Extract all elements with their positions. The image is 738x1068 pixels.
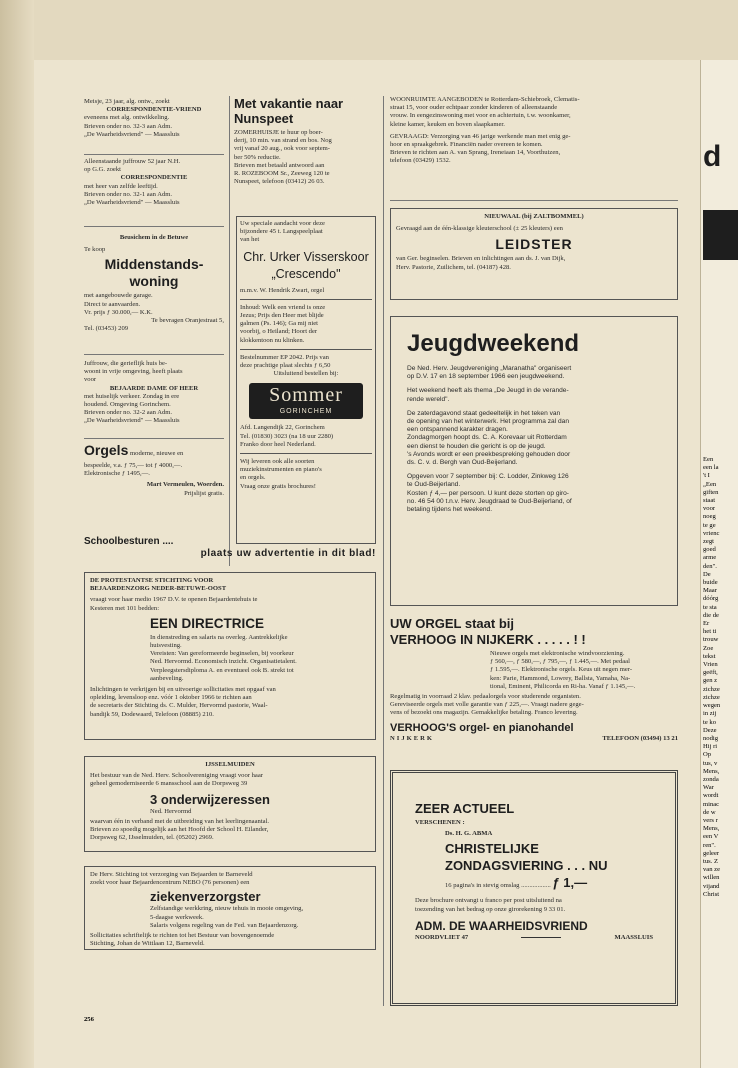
column-rule-1 <box>229 96 230 566</box>
ad-line: Het bestuur van de Ned. Herv. Schoolvereniging vraagt voor haar <box>90 772 263 780</box>
next-page-line: wordt <box>703 792 719 800</box>
ad-line: Te koop <box>84 246 106 254</box>
next-page-line: tus. Z <box>703 857 719 865</box>
ad-author: Ds. H. G. ABMA <box>445 830 493 838</box>
next-page-line: tus, v <box>703 759 718 767</box>
ad-line: met heer van zelfde leeftijd. <box>84 182 158 190</box>
next-page-line: „Een <box>703 480 717 488</box>
ad-title: LEIDSTER <box>495 236 573 253</box>
ad-line: Afd. Langendijk 22, Gorinchem <box>240 424 325 432</box>
next-page-line: ren". <box>703 841 716 849</box>
ad-line: Opgeven voor 7 september bij: C. Lodder, Zinkweg 126 <box>407 473 569 481</box>
ad-line: voor <box>84 376 97 384</box>
ad-line: ƒ 560,—, ƒ 580,—, ƒ 795,—, ƒ 1.445,—. Met pedaal <box>490 658 630 666</box>
next-page-line: trouw <box>703 636 719 644</box>
next-page-line: tekst <box>703 652 716 660</box>
ad-verhoog-orgel <box>390 616 678 752</box>
ad-line: moderne, nieuwe en <box>130 450 184 457</box>
next-page-line: het ti <box>703 628 717 636</box>
ad-title: 3 onderwijzeressen <box>150 791 270 807</box>
next-page-line: zonda <box>703 775 719 783</box>
next-page-line: staat <box>703 497 716 505</box>
ad-line: muziekinstrumenten en piano's <box>240 466 322 474</box>
ad-line: voorbij, o Heiland; Hoort der <box>240 328 318 336</box>
ad-line: van Ger. beginselen. Brieven en inlichtingen aan ds. J. van Dijk, <box>396 255 566 263</box>
next-page-line: Er <box>703 620 710 628</box>
next-page-line: dóórg <box>703 595 719 603</box>
ad-line: 16 pagina's in stevig omslag .................. <box>445 882 551 890</box>
ad-line: Bestelnummer EP 2042. Prijs van <box>240 353 329 361</box>
ad-line: rende wereld". <box>407 395 450 403</box>
next-page-line: die de <box>703 611 719 619</box>
ad-title: EEN DIRECTRICE <box>150 615 265 631</box>
ad-line: derij, 10 min. van strand en bos. Nog <box>234 137 332 145</box>
ad-name: Mart Vermeulen, Woerden. <box>146 481 224 489</box>
ad-line: Brieven zo spoedig mogelijk aan het Hoofd der School H. Eilander, <box>90 826 269 834</box>
separator <box>240 453 372 454</box>
ad-line: m.m.v. W. Hendrik Zwart, orgel <box>240 286 325 294</box>
ad-middenstandswoning <box>84 232 224 350</box>
ad-zeer-actueel <box>390 770 678 1006</box>
ad-line: te Oud-Beijerland. <box>407 481 461 489</box>
ad-line: Meisje, 23 jaar, alg. ontw., zoekt <box>84 98 170 105</box>
logo-city: GORINCHEM <box>279 408 333 416</box>
ad-location: Beusichem in de Betuwe <box>119 234 189 241</box>
next-page-line: vers r <box>703 816 718 824</box>
ad-line: een dienst te houden die gericht is op de jeugd. <box>407 442 546 450</box>
ad-line: De Ned. Herv. Jeugdvereniging „Maranatha" organiseert <box>407 365 572 372</box>
ad-title: Chr. Urker Visserskoor „Crescendo" <box>243 249 369 281</box>
ad-line: Prijslijst gratis. <box>184 489 224 497</box>
ad-heading: CORRESPONDENTIE-VRIEND <box>106 106 202 114</box>
ad-line: eveneens met alg. ontwikkeling. <box>84 114 170 122</box>
separator <box>84 154 224 155</box>
ad-line: Brieven onder no. 32-2 aan Adm. <box>84 409 173 417</box>
ad-town: MAASSLUIS <box>614 933 653 941</box>
ad-line: ds. C. v. d. Bergh van Oud-Beijerland. <box>407 459 518 467</box>
ad-line: tional, Eminent, Philicorda en Ri-ha. Vanaf ƒ 1.145,—. <box>490 682 636 690</box>
next-page-line: Zoe <box>703 644 714 652</box>
ad-line: Het weekend heeft als thema „De Jeugd in de verande- <box>407 387 569 395</box>
ad-line: Elektronische ƒ 1495,—. <box>84 470 150 478</box>
ad-line: Vereisten: Van gereformeerde beginselen, bij voorkeur <box>150 650 294 658</box>
ad-footer <box>390 735 678 743</box>
ad-line: Brieven onder no. 32-1 aan Adm. <box>84 190 173 198</box>
ad-line: deze prachtige plaat slechts ƒ 6,50 <box>240 362 331 370</box>
ad-line: Uitsluitend bestellen bij: <box>273 370 339 378</box>
page-number: 256 <box>84 1016 94 1023</box>
ad-line: vraagt voor haar medio 1967 D.V. te openen Bejaardentehuis te <box>90 596 258 604</box>
book-price: ƒ 1,— <box>552 875 588 891</box>
ad-line: straat 15, voor ouder echtpaar zonder kinderen of alleenstaande <box>390 104 558 112</box>
ad-line: Zelfstandige werkkring, nieuw tehuis in mooie omgeving, <box>150 905 304 913</box>
ad-footer <box>415 934 653 942</box>
separator <box>240 349 372 350</box>
logo-name: Sommer <box>269 384 343 407</box>
next-page-line: War <box>703 784 714 792</box>
ad-line: met huiselijk verkeer. Zondag in ere <box>84 392 180 400</box>
ad-line: Sollicitaties schriftelijk te richten tot het Bestuur van bovengenoemde <box>90 932 275 940</box>
ad-line: Tel. (01830) 3023 (na 18 uur 2280) <box>240 432 334 440</box>
ad-address: NOORDVLIET 47 <box>415 933 469 941</box>
ad-line: Inlichtingen te verkrijgen bij en uitvoerige sollicitaties met opgaaf van <box>90 686 276 694</box>
ad-line: ken: Parie, Hammond, Lowrey, Ballsta, Yamaha, Na- <box>490 674 631 682</box>
next-page-line: zichze <box>703 693 720 701</box>
ad-line: R. ROZEBOOM Sr., Zeeweg 120 te <box>234 170 330 178</box>
separator <box>84 354 224 355</box>
next-page-line: 't I <box>703 472 710 480</box>
ad-city: NIJKERK <box>390 734 435 742</box>
separator <box>84 226 224 227</box>
ad-directrice <box>84 572 376 740</box>
next-page-line: vrienc <box>703 529 720 537</box>
ad-title: Jeugdweekend <box>407 330 580 357</box>
ad-line: Franko door heel Nederland. <box>240 440 316 448</box>
separator <box>240 299 372 300</box>
next-page-line: De <box>703 570 711 578</box>
ad-line: hoor en spraakgebrek. Financiën nader overeen te komen. <box>390 141 543 149</box>
ad-phone: TELEFOON (03494) 13 21 <box>602 734 678 742</box>
ad-line: ber 50% reductie. <box>234 153 281 161</box>
next-page-line: te ko <box>703 718 717 726</box>
ad-line: 5-daagse werkweek. <box>150 913 204 921</box>
next-page-line: noeg <box>703 513 716 521</box>
next-page-line: Maar <box>703 587 717 595</box>
banner-line: plaats uw advertentie in dit blad! <box>200 548 376 559</box>
ad-line: aanbeveling. <box>150 674 184 682</box>
next-page-line: willen <box>703 874 720 882</box>
ad-line: woont in vrije omgeving, heeft plaats <box>84 368 183 376</box>
ad-line: Te bevragen Oranjestraat 5, <box>151 317 224 325</box>
ad-line: Stichting, Johan de Wittlaan 12, Barneveld. <box>90 940 205 948</box>
next-page-line: giften <box>703 488 719 496</box>
ad-line: vrouw. In eengezinswoning met voor en achtertuin, t.w. woonkamer, <box>390 112 571 120</box>
page-left-gutter <box>0 0 34 1068</box>
next-page-line: een V <box>703 833 719 841</box>
next-page-line: vijand <box>703 882 720 890</box>
next-page-line: in zij <box>703 710 717 718</box>
separator <box>390 200 678 201</box>
next-page-line: buide <box>703 579 718 587</box>
ad-line: op D.V. 17 en 18 september 1966 een jeugdweekend. <box>407 373 565 381</box>
ad-line: Dorpsweg 62, IJsselmuiden, tel. (05202) 2969. <box>90 834 214 842</box>
next-page-line: den". <box>703 562 717 570</box>
ad-location: NIEUWAAL (bij ZALTBOMMEL) <box>484 213 584 220</box>
ad-line: „De Waarheidsvriend" — Maassluis <box>84 417 180 425</box>
sommer-logo <box>249 383 363 419</box>
ad-line: betaling tijdens het weekend. <box>407 506 493 514</box>
ad-line: GEVRAAGD: Verzorging van 46 jarige werkende man met enig ge- <box>390 132 571 140</box>
ad-line: Brieven met betaald antwoord aan <box>234 161 325 169</box>
next-page-line: zegt <box>703 538 714 546</box>
next-page-line: wegen <box>703 702 721 710</box>
ad-title: Orgels <box>84 442 129 458</box>
next-page-line: geleer <box>703 849 720 857</box>
next-page-line: goed <box>703 546 716 554</box>
ad-vakantie-nunspeet <box>234 96 379 206</box>
ad-line: Vr. prijs ƒ 30.000,— K.K. <box>84 308 153 316</box>
ad-line: op G.G. zoekt <box>84 166 121 174</box>
ad-line: Uw speciale aandacht voor deze <box>240 220 325 227</box>
ad-line: Nunspeet, telefoon (03412) 26 03. <box>234 178 325 186</box>
ad-title: Middenstands-woning <box>104 256 204 290</box>
next-page-line: Deze <box>703 726 717 734</box>
next-page-line: geëft, <box>703 669 718 677</box>
next-page-black-block <box>703 210 738 260</box>
ad-line: Vraag onze gratis brochures! <box>240 482 316 490</box>
ad-ziekenverzorgster <box>84 866 376 950</box>
ad-heading: CORRESPONDENTIE <box>120 174 188 182</box>
next-page-headline: d <box>703 140 722 173</box>
ad-line: van het <box>240 236 260 244</box>
ad-line: de opening van het winterwerk. Het programma zal dan <box>407 418 570 426</box>
next-page-line: zichze <box>703 685 720 693</box>
banner-schoolbesturen <box>84 536 376 564</box>
ad-line: Salaris volgens regeling van de Fed. van Bejaardenzorg. <box>150 921 299 929</box>
ad-line: kleine kamer, keuken en boven slaapkamer. <box>390 120 505 128</box>
ad-line: de secretaris der Stichting ds. C. Mulder, Hervormd pastorie, Waal- <box>90 702 268 710</box>
ad-line: galmen (Ps. 146); Ga mij niet <box>240 320 319 328</box>
ad-line: Herv. Pastorie, Zuilichem, tel. (04187) 428. <box>396 263 511 271</box>
ad-title: ziekenverzorgster <box>150 889 261 905</box>
ad-line: opleiding, levensloop enz. vóór 1 oktober 1966 te richten aan <box>90 694 252 702</box>
separator <box>84 438 224 439</box>
ad-line: en orgels. <box>240 474 266 482</box>
ad-line: klokkentoon nu klinken. <box>240 336 305 344</box>
next-page-line: arme <box>703 554 717 562</box>
page-top-margin <box>0 0 738 60</box>
ad-title: UW ORGEL staat bij <box>390 616 514 631</box>
ad-correspondentie <box>84 158 224 222</box>
ad-line: geheel gemoderniseerde 6 mansschool aan de Dorpsweg 39 <box>90 780 248 788</box>
ad-line: Deze brochure ontvangt u franco per post uitsluitend na <box>415 897 562 905</box>
banner-line: Schoolbesturen .... <box>84 536 174 547</box>
ad-line: De zaterdagavond staat gedeeltelijk in het teken van <box>407 409 561 417</box>
dash-rule <box>521 937 561 938</box>
next-page-line: Hij ri <box>703 743 718 751</box>
ad-line: waarvan één in verband met de uitbreiding van het leerlingenaantal. <box>90 817 270 825</box>
ad-line: VERSCHENEN : <box>415 819 465 826</box>
ad-line: ƒ 1.595,—. Elektronische orgels. Keus uit negen mer- <box>490 666 633 674</box>
next-page-line: Op <box>703 751 712 759</box>
ad-line: Inhoud: Welk een vriend is onze <box>240 303 326 311</box>
ad-heading: BEJAARDE DAME OF HEER <box>109 384 199 392</box>
ad-brand: VERHOOG'S orgel- en pianohandel <box>390 721 574 734</box>
ad-line: Jezus; Prijs den Heer met blijde <box>240 312 324 320</box>
ad-line: telefoon (03429) 1532. <box>390 157 451 165</box>
ad-woonruimte <box>390 96 678 192</box>
ad-urker-visserskoor <box>236 216 376 544</box>
ad-line: vens of bezoekt ons magazijn. Gemakkelijke betaling. Franco levering. <box>390 709 578 717</box>
ad-line: Zondagmorgen hoopt ds. C. A. Korevaar uit Rotterdam <box>407 434 567 442</box>
ad-line: Nieuwe orgels met elektronische windvoorziening. <box>490 650 625 657</box>
next-page-edge <box>700 60 738 1068</box>
ad-line: huisvesting. <box>150 642 182 650</box>
ad-org: DE PROTESTANTSE STICHTING VOOR <box>90 577 214 584</box>
ad-onderwijzeressen <box>84 756 376 852</box>
next-page-line: Een <box>703 456 714 463</box>
ad-line: ZOMERHUISJE te huur op boer- <box>234 129 323 136</box>
ad-line: Regelmatig in voorraad 2 klav. pedaalorgels voor studerende organisten. <box>390 693 581 701</box>
ad-location: IJSSELMUIDEN <box>205 761 255 768</box>
ad-title: VERHOOG IN NIJKERK . . . . . ! ! <box>390 632 586 647</box>
next-page-line: voor <box>703 505 716 513</box>
ad-line: houdend. Omgeving Gorinchem. <box>84 401 171 409</box>
ad-line: Direct te aanvaarden. <box>84 300 141 308</box>
ad-line: „De Waarheidsvriend" — Maassluis <box>84 130 180 138</box>
ad-title: ZEER ACTUEEL <box>415 801 515 816</box>
ad-org: BEJAARDENZORG NEDER-BETUWE-OOST <box>90 585 227 593</box>
next-page-text <box>703 456 738 899</box>
ad-line: bandijk 59, Dodewaard, Telefoon (08885) 210. <box>90 710 214 718</box>
ad-line: Ned. Hervormd <box>150 807 192 815</box>
ad-line: no. 46 54 00 t.n.v. Herv. Jeugdraad te Oud-Beijerland, of <box>407 497 572 505</box>
ad-title: Met vakantie naar Nunspeet <box>234 96 344 126</box>
ad-orgels <box>84 442 224 506</box>
ad-line: Juffrouw, die gerieflijk huis be- <box>84 360 168 367</box>
ad-bejaarde-dame <box>84 360 224 434</box>
ad-jeugdweekend <box>390 316 678 606</box>
ad-publisher: ADM. DE WAARHEIDSVRIEND <box>415 918 588 933</box>
book-title: ZONDAGSVIERING . . . NU <box>445 858 608 874</box>
ad-line: Brieven onder no. 32-3 aan Adm. <box>84 122 173 130</box>
next-page-line: nodig <box>703 734 719 742</box>
next-page-line: gen z <box>703 677 718 685</box>
ad-line: Gereviseerde orgels met volle garantie van ƒ 225,—. Vraagt nadere gege- <box>390 701 584 709</box>
next-page-line: te sta <box>703 603 717 611</box>
ad-line: met aangebouwde garage. <box>84 292 153 300</box>
ad-line: „De Waarheidsvriend" — Maassluis <box>84 199 180 207</box>
next-page-line: Christ <box>703 890 720 898</box>
ad-line: Wij leveren ook alle soorten <box>240 458 315 466</box>
ad-line: Kesteren met 101 bedden: <box>90 604 160 612</box>
ad-line: toezending van het bedrag op onze girorekening 9 33 01. <box>415 905 566 913</box>
next-page-line: Vrien <box>703 661 718 669</box>
next-page-line: te ge <box>703 521 716 529</box>
ad-line: Kosten ƒ 4,— per persoon. U kunt deze storten op giro- <box>407 489 570 497</box>
next-page-line: Mens, <box>703 825 720 833</box>
column-rule-2 <box>383 96 384 1006</box>
next-page-line: de w <box>703 808 716 816</box>
ad-line: een ontspannend karakter dragen. <box>407 426 508 434</box>
next-page-line: minac <box>703 800 720 808</box>
ad-line: Ned. Hervormd. Economisch inzicht. Organisatietalent. <box>150 658 297 666</box>
next-page-line: van ze <box>703 866 721 874</box>
ad-line: Gevraagd aan de één-klassige kleuterschool (± 25 kleuters) een <box>396 225 563 233</box>
ad-line: zoekt voor haar Bejaardencentrum NEBO (76 personen) een <box>90 879 250 887</box>
book-title: CHRISTELIJKE <box>445 841 539 857</box>
next-page-line: Mens, <box>703 767 720 775</box>
ad-line: Verpleegstersdiploma A. en eventueel ook B. strekt tot <box>150 666 294 674</box>
ad-line: Alleenstaande juffrouw 52 jaar N.H. <box>84 158 181 165</box>
next-page-line: een la <box>703 464 719 472</box>
ad-line: 's Avonds wordt er een preekbespreking gehouden door <box>407 450 571 458</box>
ad-line: bijzondere 45 t. Langspeelplaat <box>240 228 323 236</box>
ad-leidster <box>390 208 678 300</box>
ad-line: De Herv. Stichting tot verzorging van Bejaarden te Barneveld <box>90 871 253 878</box>
ad-line: bespeelde, v.a. ƒ 75,— tot ƒ 4000,—. <box>84 462 183 469</box>
ad-correspondentie-vriend <box>84 98 224 158</box>
ad-line: Tel. (03453) 209 <box>84 325 129 333</box>
ad-line: WOONRUIMTE AANGEBODEN te Rotterdam-Schiebroek, Clematis- <box>390 96 580 103</box>
ad-line: In dienstreding en salaris na overleg. Aantrekkelijke <box>150 633 288 641</box>
ad-line: vrij vanaf 20 aug., ook voor septem- <box>234 145 330 153</box>
ad-line: Brieven te richten aan A. van Sprang, Ireneiaan 14, Voorthuizen, <box>390 149 561 157</box>
